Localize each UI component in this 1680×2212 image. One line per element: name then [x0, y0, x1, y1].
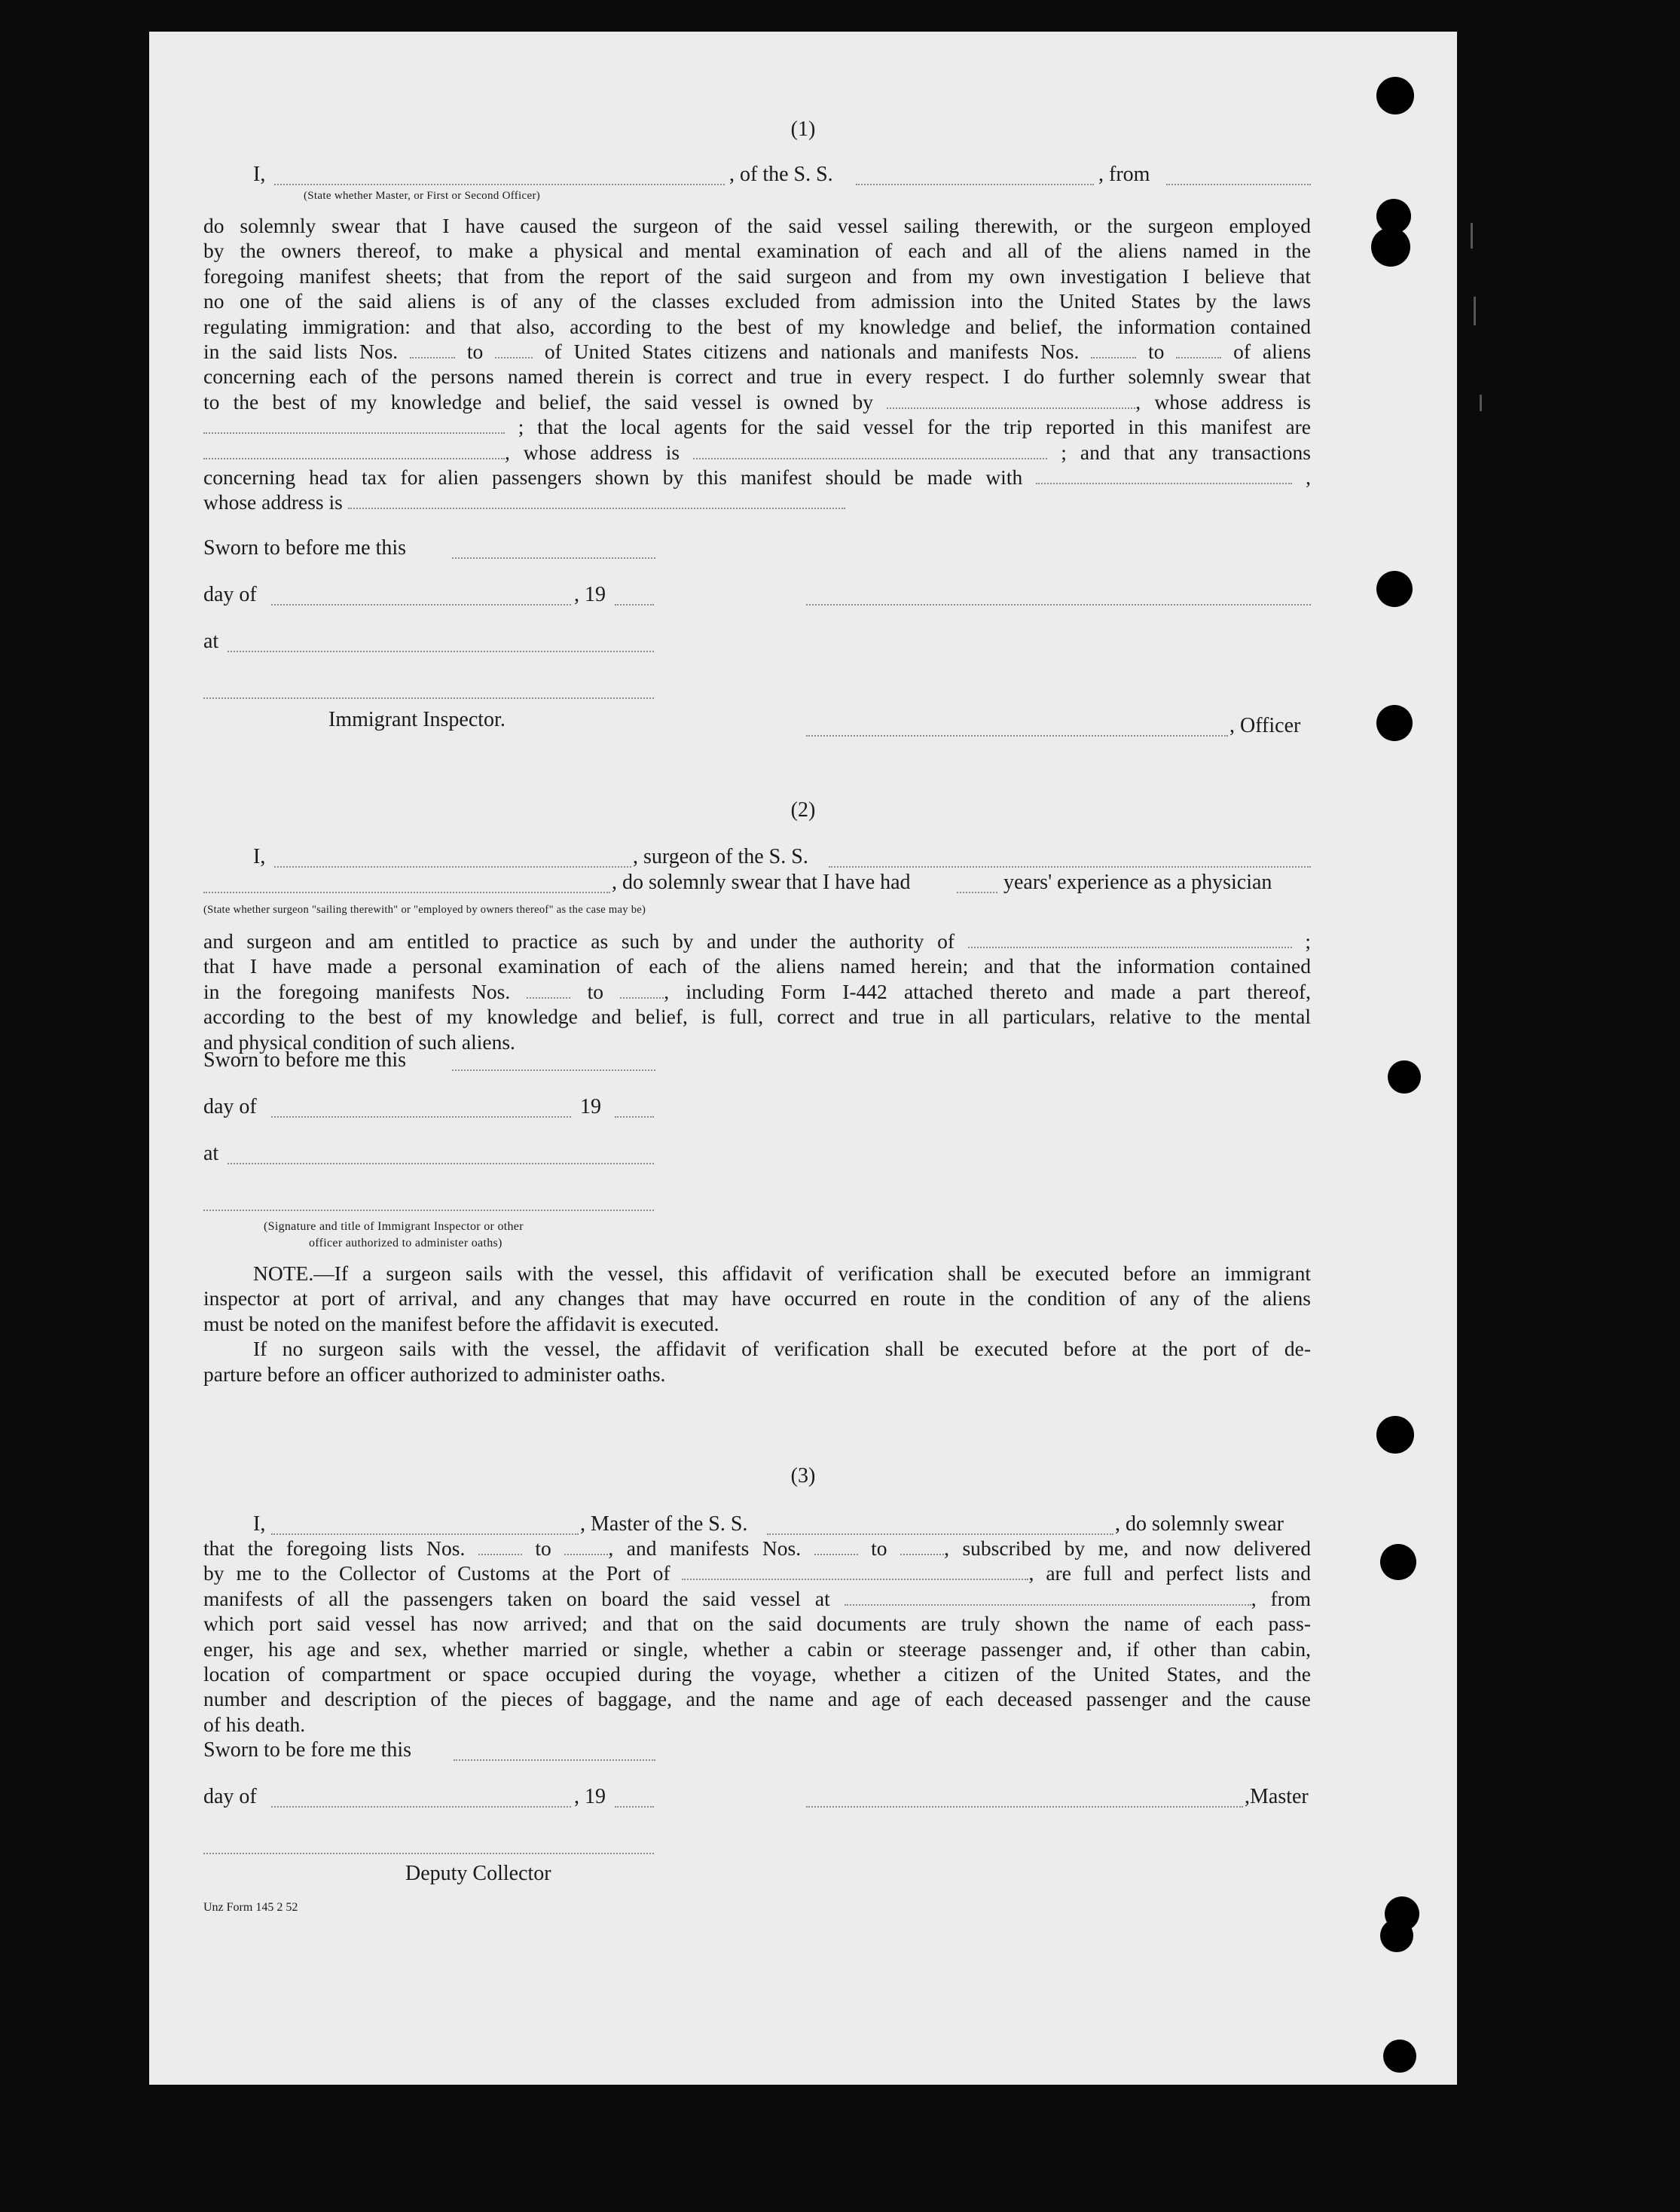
s1-line: regulating immigration: and that also, according to the best of my knowledge and belief, the information contained	[203, 314, 1311, 338]
s3-day-row	[203, 1782, 1311, 1812]
punch-hole	[1376, 1416, 1414, 1454]
s1-at-row	[203, 627, 1311, 657]
s1-manifests-from-blank[interactable]	[1091, 340, 1136, 358]
authority-label: and surgeon and am entitled to practice as such by and under the authority of	[203, 929, 955, 953]
s1-at-blank[interactable]	[228, 651, 654, 652]
local-agents-label: ; that the local agents for the said vessel for the trip reported in this manifest are	[518, 415, 1312, 439]
whose-address-label: , whose address is	[1135, 389, 1312, 413]
year-label: , 19	[574, 583, 606, 606]
master-of-ss-label: , Master of the S. S.	[580, 1512, 748, 1536]
to-label: to	[871, 1536, 887, 1560]
s1-line: foregoing manifest sheets; that from the report of the said surgeon and from my own investigation I believe that	[203, 264, 1311, 288]
s3-i-label: I,	[253, 1512, 266, 1536]
s2-authority-blank[interactable]	[968, 930, 1292, 948]
s2-manifests-from-blank[interactable]	[527, 981, 570, 999]
s3-port-blank[interactable]	[682, 1562, 1028, 1580]
s2-paragraph	[203, 929, 1311, 1054]
lists-nos-label: in the said lists Nos.	[203, 339, 399, 363]
collector-port-label: by me to the Collector of Customs at the Port of	[203, 1561, 670, 1585]
s1-line: do solemnly swear that I have caused the surgeon of the said vessel sailing therewith, or the surgeon employed	[203, 214, 1311, 237]
at-label: at	[203, 1142, 219, 1165]
note-line: If no surgeon sails with the vessel, the affidavit of verification shall be executed before at the port of de-	[253, 1337, 1311, 1361]
s2-day-blank[interactable]	[271, 1116, 571, 1118]
s3-ship-blank[interactable]	[767, 1533, 1113, 1535]
s1-officer-note: (State whether Master, or First or Second Officer)	[304, 190, 541, 202]
day-of-label: day of	[203, 1095, 257, 1118]
s1-sworn-row	[203, 533, 1311, 563]
s1-lists-from-blank[interactable]	[410, 340, 455, 358]
s3-master-blank[interactable]	[271, 1533, 579, 1535]
s3-line-lists	[203, 1536, 1311, 1561]
punch-hole	[1383, 2040, 1416, 2073]
s3-line-master	[203, 1509, 1311, 1539]
s1-lists-to-blank[interactable]	[495, 340, 533, 358]
s2-signature-note-2: officer authorized to administer oaths)	[309, 1237, 502, 1249]
form-page	[149, 32, 1457, 2085]
full-perfect-label: , are full and perfect lists and	[1028, 1561, 1312, 1585]
master-label: ,Master	[1245, 1785, 1309, 1808]
s1-agent-address-blank[interactable]	[693, 441, 1047, 459]
margin-mark	[1480, 395, 1482, 411]
punch-hole	[1380, 1919, 1413, 1952]
punch-hole	[1371, 227, 1410, 267]
to-label: to	[535, 1536, 551, 1560]
margin-mark	[1474, 297, 1476, 325]
s3-sworn-blank[interactable]	[454, 1759, 655, 1761]
s1-line-agents	[203, 414, 1311, 439]
form-footer: Unz Form 145 2 52	[203, 1901, 298, 1914]
s1-inspector-line	[203, 673, 1311, 703]
s1-line-officer	[203, 160, 1311, 190]
s1-from-blank[interactable]	[1166, 184, 1311, 185]
punch-hole	[1376, 705, 1413, 741]
s3-sworn-row	[203, 1735, 1311, 1765]
note-line: parture before an officer authorized to administer oaths.	[203, 1362, 666, 1386]
whose-address-label: whose address is	[203, 490, 343, 514]
at-label: at	[203, 630, 219, 653]
year-label: 19	[580, 1095, 601, 1118]
s3-day-blank[interactable]	[271, 1806, 571, 1808]
s2-at-row	[203, 1139, 1311, 1169]
s1-year-blank[interactable]	[615, 604, 654, 606]
s3-line: number and description of the pieces of baggage, and the name and age of each deceased passenger and the cause	[203, 1687, 1311, 1711]
manifests-nos-label: of United States citizens and nationals and manifests Nos.	[544, 339, 1080, 363]
to-label: to	[466, 339, 484, 363]
manifests-nos-label: in the foregoing manifests Nos.	[203, 979, 511, 1003]
s1-officer-blank[interactable]	[274, 184, 725, 185]
s2-signature-note-1: (Signature and title of Immigrant Inspector or other	[264, 1220, 524, 1233]
manifests-nos-label: , and manifests Nos.	[608, 1536, 802, 1560]
s2-day-row	[203, 1092, 1311, 1122]
lists-nos-label: that the foregoing lists Nos.	[203, 1536, 466, 1560]
s1-line-lists	[203, 339, 1311, 364]
s1-owner-address-blank[interactable]	[203, 416, 505, 434]
s2-years-blank[interactable]	[957, 892, 997, 893]
s3-line: enger, his age and sex, whether married or single, whether a cabin or steerage passenger and, if other than cabin,	[203, 1637, 1311, 1661]
s3-line: which port said vessel has now arrived; and that on the said documents are truly shown the name of each pass-	[203, 1612, 1311, 1636]
owned-by-label: to the best of my knowledge and belief, the said vessel is owned by	[203, 389, 873, 413]
note-line: must be noted on the manifest before the affidavit is executed.	[203, 1311, 719, 1335]
s1-ship-blank[interactable]	[856, 184, 1094, 185]
s3-line-port	[203, 1561, 1311, 1585]
s2-manifests-to-blank[interactable]	[620, 981, 664, 999]
s1-of-ss-label: , of the S. S.	[729, 163, 833, 186]
s3-deputy-line	[203, 1829, 1311, 1859]
s1-i-label: I,	[253, 163, 266, 186]
note-line: inspector at port of arrival, and any changes that may have occurred en route in the condition of any of the aliens	[203, 1286, 1311, 1310]
s3-lists-from-blank[interactable]	[478, 1537, 522, 1555]
note-line: NOTE.—If a surgeon sails with the vessel, this affidavit of verification shall be executed before an immigrant	[253, 1262, 1311, 1285]
s2-line: and physical condition of such aliens.	[203, 1030, 515, 1054]
s1-sworn-blank[interactable]	[452, 557, 655, 559]
s1-owner-blank[interactable]	[887, 391, 1135, 409]
deputy-collector-label: Deputy Collector	[405, 1862, 551, 1885]
s2-note-paragraph	[203, 1261, 1311, 1387]
section-3-number: (3)	[790, 1464, 816, 1487]
margin-mark	[1471, 223, 1473, 249]
s2-year-blank[interactable]	[615, 1116, 654, 1118]
s1-line-owner	[203, 389, 1311, 414]
immigrant-inspector-label: Immigrant Inspector.	[328, 708, 506, 731]
s3-master-sign-blank[interactable]	[806, 1806, 1243, 1808]
solemnly-swear-label: , do solemnly swear that I have had	[612, 871, 911, 894]
s3-line-taken	[203, 1586, 1311, 1611]
s1-officer-sign-blank[interactable]	[806, 735, 1228, 737]
s1-line-agent-address	[203, 440, 1311, 465]
s3-deputy-blank[interactable]	[203, 1853, 654, 1854]
sworn-label: Sworn to before me this	[203, 536, 407, 560]
s2-status-blank[interactable]	[203, 892, 610, 893]
s2-line: according to the best of my knowledge and belief, is full, correct and true in all particulars, relative to the mental	[203, 1005, 1311, 1029]
including-form-label: , including Form I-442 attached thereto and made a part thereof,	[664, 979, 1312, 1003]
year-label: , 19	[574, 1785, 606, 1808]
of-aliens-label: of aliens	[1233, 339, 1312, 363]
solemnly-swear-label: , do solemnly swear	[1115, 1512, 1284, 1536]
s1-paragraph	[203, 213, 1311, 515]
s1-inspector-blank[interactable]	[203, 697, 654, 699]
section-2-number: (2)	[790, 798, 816, 822]
s2-line-years	[203, 868, 1311, 898]
s3-manifests-to-blank[interactable]	[900, 1537, 944, 1555]
s1-signature-blank[interactable]	[806, 604, 1311, 606]
s3-paragraph	[203, 1536, 1311, 1737]
s2-line-manifests	[203, 979, 1311, 1004]
s3-year-blank[interactable]	[615, 1806, 654, 1808]
taken-on-board-label: manifests of all the passengers taken on board the said vessel at	[203, 1586, 830, 1610]
s1-headtax-address-blank[interactable]	[348, 491, 845, 509]
to-label: to	[587, 979, 604, 1003]
s3-line: of his death.	[203, 1712, 306, 1736]
s1-manifests-to-blank[interactable]	[1176, 340, 1221, 358]
s2-inspector-blank[interactable]	[203, 1210, 654, 1211]
semicolon: ;	[1305, 929, 1312, 953]
s1-headtax-blank[interactable]	[1036, 466, 1292, 484]
s3-lists-to-blank[interactable]	[564, 1537, 608, 1555]
s1-day-blank[interactable]	[271, 604, 571, 606]
surgeon-of-ss-label: , surgeon of the S. S.	[633, 845, 808, 868]
day-of-label: day of	[203, 583, 257, 606]
s1-line-headtax	[203, 465, 1311, 490]
s3-taken-at-blank[interactable]	[845, 1588, 1251, 1606]
s1-agent-blank[interactable]	[203, 441, 505, 459]
s2-status-note: (State whether surgeon "sailing therewith" or "employed by owners thereof" as the case may be)	[203, 904, 646, 916]
s2-sworn-blank[interactable]	[452, 1069, 655, 1071]
s2-sworn-row	[203, 1045, 1311, 1075]
s2-at-blank[interactable]	[228, 1163, 654, 1164]
s2-line-authority	[203, 929, 1311, 953]
whose-address-label: , whose address is	[505, 440, 680, 464]
s1-line: concerning each of the persons named therein is correct and true in every respect. I do further solemnly swear that	[203, 365, 1311, 389]
s1-line: no one of the said aliens is of any of the classes excluded from admission into the United States by the laws	[203, 289, 1311, 313]
sworn-label: Sworn to be fore me this	[203, 1738, 412, 1762]
subscribed-label: , subscribed by me, and now delivered	[944, 1536, 1312, 1560]
officer-label: , Officer	[1229, 714, 1301, 737]
s2-line: that I have made a personal examination of each of the aliens named herein; and that the information contained	[203, 954, 1311, 978]
punch-hole	[1388, 1060, 1421, 1094]
sworn-label: Sworn to before me this	[203, 1048, 407, 1072]
punch-hole	[1376, 77, 1414, 114]
s1-line: by the owners thereof, to make a physical and mental examination of each and all of the aliens named in the	[203, 239, 1311, 263]
s1-day-row	[203, 580, 1311, 610]
punch-hole	[1380, 1544, 1416, 1580]
s1-from-label: , from	[1098, 163, 1150, 186]
s2-inspector-line	[203, 1185, 1311, 1216]
s3-line: location of compartment or space occupied during the voyage, whether a citizen of the United States, and the	[203, 1661, 1311, 1686]
s2-i-label: I,	[253, 845, 266, 868]
day-of-label: day of	[203, 1785, 257, 1808]
from-label: , from	[1251, 1586, 1311, 1610]
punch-hole	[1376, 571, 1413, 607]
to-label: to	[1148, 339, 1165, 363]
s3-manifests-from-blank[interactable]	[814, 1537, 858, 1555]
comma: ,	[1306, 465, 1312, 489]
years-experience-label: years' experience as a physician	[1003, 871, 1272, 894]
section-1-number: (1)	[790, 117, 816, 141]
head-tax-label: concerning head tax for alien passengers shown by this manifest should be made with	[203, 465, 1023, 489]
s1-line-address	[203, 490, 1311, 514]
transactions-label: ; and that any transactions	[1061, 440, 1311, 464]
